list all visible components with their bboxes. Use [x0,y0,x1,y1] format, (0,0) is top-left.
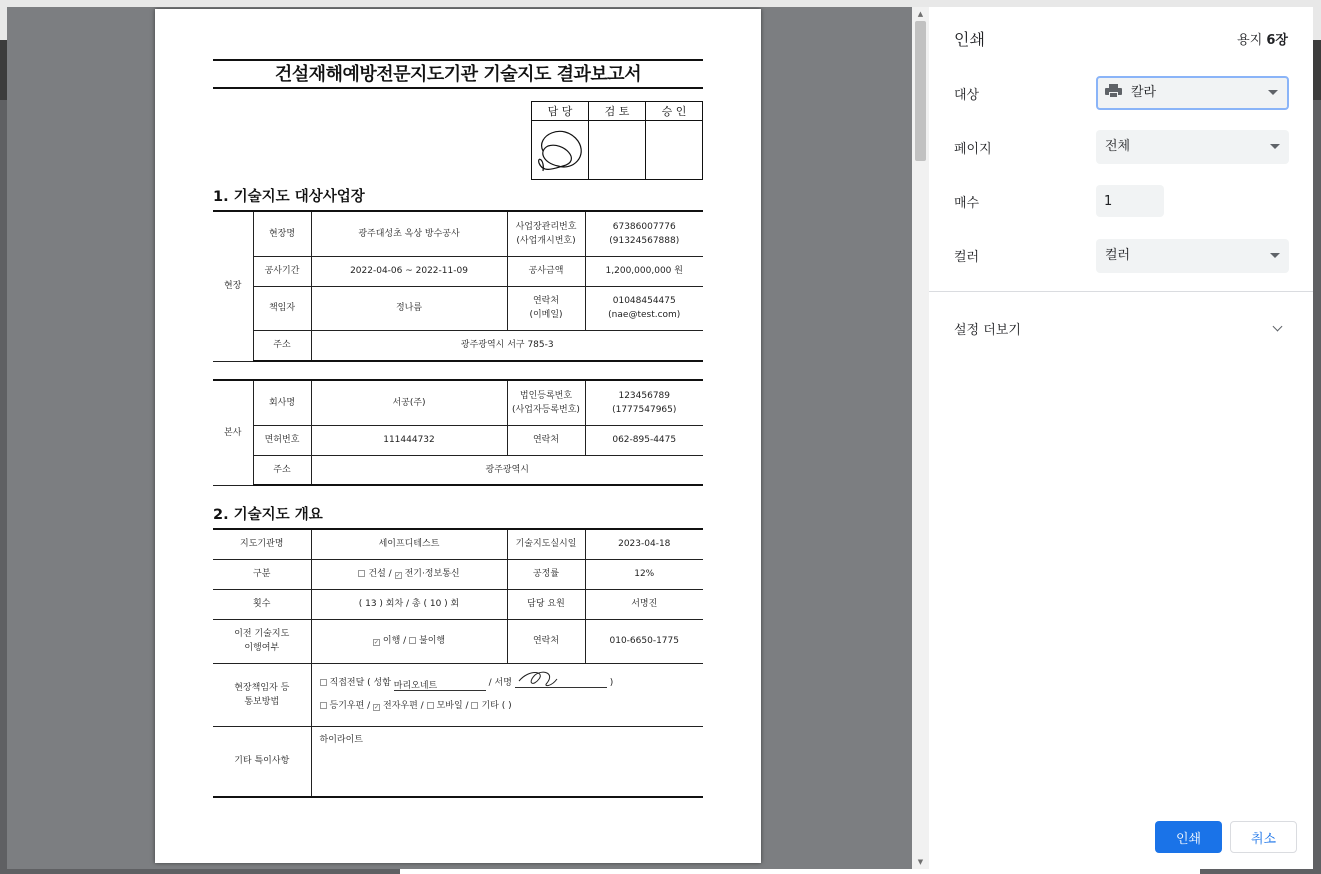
scroll-up-icon[interactable]: ▲ [917,10,924,18]
table-value: 062-895-4475 [585,425,703,455]
panel-title: 인쇄 [954,30,985,49]
table-label: 횟수 [213,589,311,619]
approval-header: 승 인 [646,102,703,121]
scrollbar-thumb[interactable] [915,21,926,161]
table-value: 광주대성초 옥상 방수공사 [311,211,507,256]
panel-divider [929,291,1313,292]
table-value: 2022-04-06 ~ 2022-11-09 [311,256,507,286]
copies-input[interactable] [1096,185,1164,217]
checkbox-checked-icon: ✓ [374,704,380,711]
table-value: 12% [585,559,703,589]
table-value: 67386007776 (91324567888) [585,211,703,256]
approval-header: 담 당 [532,102,589,121]
signature-icon [517,667,567,689]
table-label: 사업장관리번호 (사업개시번호) [507,211,585,256]
table-label: 공사금액 [507,256,585,286]
remarks-value: 하이라이트 [311,726,703,797]
table-label: 현장책임자 등 통보방법 [213,663,311,726]
color-label: 컬러 [954,250,980,265]
site-table [213,210,703,362]
table-value: 서명진 [585,589,703,619]
approval-box [531,101,703,180]
destination-label: 대상 [954,88,980,103]
signature-cell [532,121,589,180]
table-value: 세이프디테스트 [311,529,507,559]
table-label: 회사명 [253,380,311,425]
table-label: 주소 [253,330,311,361]
dropdown-arrow-icon [1270,144,1280,149]
notify-method-cell: 직접전달 ( 성함 마리오네트 / 서명 ) 등기우편 / ✓ 전자우편 / 모바일 / 기타 ( ) [311,663,703,726]
sheet-count: 용지 6장 [1237,33,1288,48]
signature-cell [589,121,646,180]
checkbox-empty-icon [358,570,365,577]
report-title: 건설재해예방전문지도기관 기술지도 결과보고서 [213,59,703,89]
signature-icon [533,121,588,176]
overview-table [213,528,703,798]
checkbox-checked-icon: ✓ [395,572,401,579]
color-select[interactable]: 컬러 [1096,239,1289,273]
cancel-button[interactable]: 취소 [1230,821,1297,853]
table-label: 기타 특이사항 [213,726,311,797]
table-value: 광주광역시 [311,455,703,485]
table-label: 책임자 [253,286,311,330]
checkbox-checked-icon: ✓ [373,639,379,646]
chevron-down-icon[interactable] [1273,322,1283,332]
table-value: 111444732 [311,425,507,455]
printer-icon [1105,84,1122,98]
table-label: 지도기관명 [213,529,311,559]
checkbox-empty-icon [427,702,434,709]
copies-label: 매수 [954,196,980,211]
hq-group-label: 본사 [213,380,253,485]
hq-table [213,379,703,486]
table-label: 법인등록번호 (사업자등록번호) [507,380,585,425]
site-group-label: 현장 [213,211,253,361]
checkbox-empty-icon [320,679,327,686]
table-value: 123456789 (1777547965) [585,380,703,425]
table-label: 이전 기술지도 이행여부 [213,619,311,663]
destination-select[interactable]: 칼라 [1096,76,1289,110]
preview-page [155,9,761,863]
signature-cell [646,121,703,180]
table-label: 현장명 [253,211,311,256]
checkbox-empty-icon [471,702,478,709]
section-2-title: 2. 기술지도 개요 [213,507,323,523]
table-value: 광주광역시 서구 785-3 [311,330,703,361]
scroll-down-icon[interactable]: ▼ [917,858,924,866]
table-label: 연락처 [507,425,585,455]
table-value: ( 13 ) 회차 / 총 ( 10 ) 회 [311,589,507,619]
table-value: 010-6650-1775 [585,619,703,663]
pages-select[interactable]: 전체 [1096,130,1289,164]
print-preview-area[interactable] [7,7,929,869]
table-label: 주소 [253,455,311,485]
preview-scrollbar[interactable] [912,7,929,869]
table-label: 구분 [213,559,311,589]
checkbox-empty-icon [409,637,416,644]
table-label: 연락처 (이메일) [507,286,585,330]
checkbox-empty-icon [320,702,327,709]
table-value: ✓ 이행 / 불이행 [311,619,507,663]
approval-header: 검 토 [589,102,646,121]
table-value: 정나름 [311,286,507,330]
dropdown-arrow-icon [1270,253,1280,258]
more-settings-toggle[interactable]: 설정 더보기 [954,323,1021,338]
report-document [213,59,703,767]
section-1-title: 1. 기술지도 대상사업장 [213,189,365,205]
table-label: 면허번호 [253,425,311,455]
table-value: 1,200,000,000 원 [585,256,703,286]
dropdown-arrow-icon [1268,90,1278,95]
table-value: 2023-04-18 [585,529,703,559]
table-label: 연락처 [507,619,585,663]
pages-label: 페이지 [954,142,992,157]
table-value: 서공(주) [311,380,507,425]
table-value: 01048454475 (nae@test.com) [585,286,703,330]
table-label: 공사기간 [253,256,311,286]
table-label: 기술지도실시일 [507,529,585,559]
print-settings-panel [929,7,1313,869]
table-label: 담당 요원 [507,589,585,619]
table-label: 공정률 [507,559,585,589]
table-value: 건설 / ✓ 전기·정보통신 [311,559,507,589]
print-button[interactable]: 인쇄 [1155,821,1222,853]
